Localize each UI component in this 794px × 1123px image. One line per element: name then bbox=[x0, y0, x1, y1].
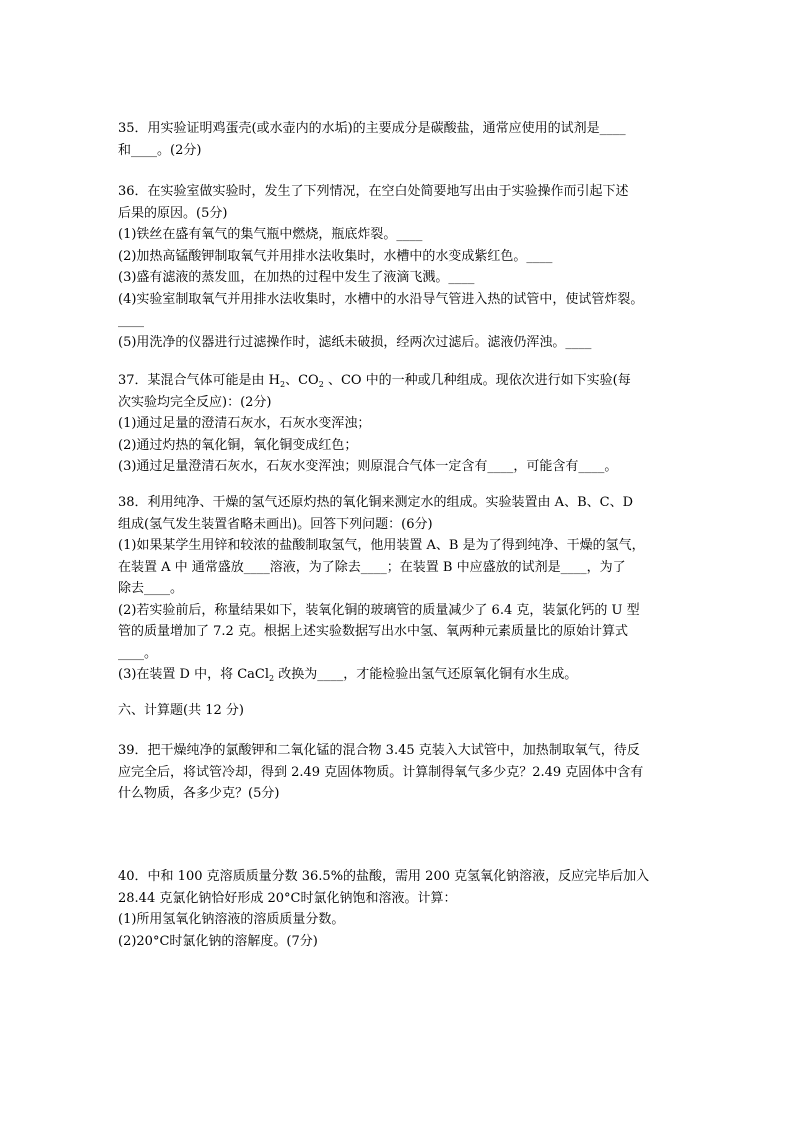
question-36-line: ____ bbox=[118, 313, 144, 328]
question-37-line: (2)通过灼热的氧化铜，氧化铜变成红色； bbox=[118, 437, 358, 453]
question-38-line: 38．利用纯净、干燥的氢气还原灼热的氧化铜来测定水的组成。实验装置由 A、B、C、D bbox=[118, 495, 633, 510]
question-39 bbox=[118, 740, 684, 805]
question-36-line: (4)实验室制取氧气并用排水法收集时，水槽中的水沿导气管进入热的试管中，使试管炸裂。 bbox=[118, 291, 644, 307]
question-36-line: (3)盛有滤液的蒸发皿，在加热的过程中发生了液滴飞溅。____ bbox=[118, 270, 475, 285]
question-35 bbox=[118, 118, 684, 161]
question-38 bbox=[118, 492, 684, 686]
question-40 bbox=[118, 866, 684, 952]
question-40-line: 40．中和 100 克溶质质量分数 36.5%的盐酸，需用 200 克氢氧化钠溶液，反应完毕后加入 bbox=[118, 869, 650, 884]
q38-text: (3)在装置 D 中，将 CaCl bbox=[118, 667, 270, 682]
question-38-line: 在装置 A 中 通常盛放____溶液，为了除去____；在装置 B 中应盛放的试剂是____，为了 bbox=[118, 559, 626, 575]
subscript: 2 bbox=[280, 380, 286, 389]
question-38-line: 除去____。 bbox=[118, 581, 184, 596]
question-36-line: (2)加热高锰酸钾制取氧气并用排水法收集时，水槽中的水变成紫红色。____ bbox=[118, 248, 553, 264]
question-36-line: 36．在实验室做实验时，发生了下列情况，在空白处简要地写出由于实验操作而引起下述 bbox=[118, 184, 629, 199]
q38-text: 改换为____，才能检验出氢气还原氧化铜有水生成。 bbox=[274, 667, 578, 682]
question-40-line: (1)所用氢氧化钠溶液的溶质质量分数。 bbox=[118, 912, 345, 927]
question-36-line: (5)用洗净的仪器进行过滤操作时，滤纸未破损，经两次过滤后。滤液仍浑浊。____ bbox=[118, 334, 592, 350]
question-38-line: 组成(氢气发生装置省略未画出)。回答下列问题：(6分) bbox=[118, 516, 433, 532]
question-36-line: (1)铁丝在盛有氧气的集气瓶中燃烧，瓶底炸裂。____ bbox=[118, 227, 423, 242]
question-37-line: (1)通过足量的澄清石灰水，石灰水变浑浊； bbox=[118, 416, 371, 431]
question-37-line bbox=[118, 370, 684, 392]
question-36 bbox=[118, 181, 684, 353]
question-39-line: 什么物质，各多少克？(5分) bbox=[118, 786, 280, 801]
question-37-line: 次实验均完全反应)：(2分) bbox=[118, 394, 272, 410]
question-35-line: 和____。(2分) bbox=[118, 142, 202, 158]
question-40-line: (2)20°C时氯化钠的溶解度。(7分) bbox=[118, 933, 318, 949]
section-title: 六、计算题(共 12 分) bbox=[118, 703, 244, 718]
section-6-heading bbox=[118, 700, 684, 722]
question-38-line: (2)若实验前后，称量结果如下，装氧化铜的玻璃管的质量减少了 6.4 克，装氯化钙的 U 型 bbox=[118, 602, 640, 618]
question-40-line: 28.44 克氯化钠恰好形成 20°C时氯化钠饱和溶液。计算： bbox=[118, 890, 457, 906]
question-39-line: 39．把干燥纯净的氯酸钾和二氧化锰的混合物 3.45 克装入大试管中，加热制取氧气，待反 bbox=[118, 743, 640, 758]
question-38-line: ____。 bbox=[118, 645, 158, 661]
question-36-line: 后果的原因。(5分) bbox=[118, 205, 228, 221]
question-38-line bbox=[118, 664, 684, 686]
question-37-line: (3)通过足量澄清石灰水，石灰水变浑浊；则原混合气体一定含有____，可能含有____。 bbox=[118, 459, 618, 474]
question-38-line: (1)如果某学生用锌和较浓的盐酸制取氢气，他用装置 A、B 是为了得到纯净、干燥的氢气， bbox=[118, 538, 645, 553]
subscript: 2 bbox=[318, 380, 324, 389]
question-39-line: 应完全后，将试管冷却，得到 2.49 克固体物质。计算制得氧气多少克？2.49 克固体中含有 bbox=[118, 764, 644, 780]
question-37 bbox=[118, 370, 684, 478]
q37-text: 、CO 中的一种或几种组成。现依次进行如下实验(每 bbox=[323, 373, 631, 388]
q37-text: 、CO bbox=[285, 373, 319, 388]
question-38-line: 管的质量增加了 7.2 克。根据上述实验数据写出水中氢、氧两种元素质量比的原始计算式 bbox=[118, 624, 628, 639]
subscript: 2 bbox=[269, 674, 275, 683]
q37-text: 37．某混合气体可能是由 H bbox=[118, 373, 281, 388]
question-35-line: 35．用实验证明鸡蛋壳(或水壶内的水垢)的主要成分是碳酸盐，通常应使用的试剂是____ bbox=[118, 121, 626, 136]
